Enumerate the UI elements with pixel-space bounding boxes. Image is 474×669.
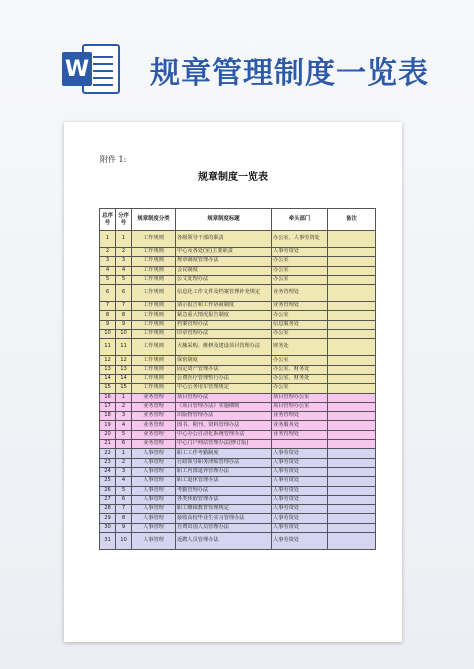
cell-sub-no: 11 [116, 339, 132, 356]
cell-sub-no: 6 [116, 440, 132, 449]
cell-department: 办公室 [272, 257, 328, 266]
table-row [100, 320, 376, 329]
table-row [100, 285, 376, 302]
cell-note [328, 495, 376, 504]
table-row [100, 458, 376, 467]
table-row [100, 486, 376, 495]
banner [0, 0, 474, 110]
cell-total-no: 13 [100, 365, 116, 374]
table-row [100, 275, 376, 284]
cell-category: 工作规则 [132, 231, 176, 248]
cell-note [328, 231, 376, 248]
cell-title: 行政领导职务津贴管理办法 [176, 458, 272, 467]
cell-title: 固定资产管理办法 [176, 365, 272, 374]
cell-sub-no: 10 [116, 330, 132, 339]
cell-title: 职工退休管理办法 [176, 477, 272, 486]
cell-title: 信息化工作文件及档案管理补充规定 [176, 285, 272, 302]
cell-note [328, 330, 376, 339]
cell-total-no: 22 [100, 449, 116, 458]
cell-title: 中心及各处(室)主要职责 [176, 248, 272, 257]
table-row [100, 330, 376, 339]
cell-department: 办公室 [272, 356, 328, 365]
cell-sub-no: 3 [116, 412, 132, 421]
header-total-no: 总序号 [100, 209, 116, 231]
header-category: 规章制度分类 [132, 209, 176, 231]
cell-note [328, 467, 376, 476]
cell-total-no: 31 [100, 533, 116, 550]
cell-note [328, 302, 376, 311]
cell-note [328, 421, 376, 430]
table-row [100, 505, 376, 514]
table-row [100, 339, 376, 356]
regulations-table [99, 208, 376, 550]
table-row [100, 257, 376, 266]
cell-sub-no: 9 [116, 523, 132, 532]
cell-sub-no: 6 [116, 285, 132, 302]
cell-total-no: 16 [100, 393, 116, 402]
banner-title: 规章管理制度一览表 [150, 56, 429, 91]
cell-title: 保密制度 [176, 356, 272, 365]
cell-total-no: 7 [100, 302, 116, 311]
cell-total-no: 4 [100, 266, 116, 275]
cell-department: 人事劳资处 [272, 514, 328, 523]
cell-category: 人事管理 [132, 495, 176, 504]
cell-sub-no: 10 [116, 533, 132, 550]
cell-note [328, 477, 376, 486]
cell-sub-no: 4 [116, 477, 132, 486]
cell-note [328, 320, 376, 329]
cell-title: 《项目管理办法》实施细则 [176, 402, 272, 411]
cell-note [328, 285, 376, 302]
cell-note [328, 275, 376, 284]
cell-sub-no: 5 [116, 486, 132, 495]
table-row [100, 311, 376, 320]
cell-category: 业务管理 [132, 393, 176, 402]
cell-total-no: 20 [100, 430, 116, 439]
cell-department: 项目管理办公室 [272, 402, 328, 411]
cell-title: 职工内部退养管理办法 [176, 467, 272, 476]
cell-category: 工作规则 [132, 311, 176, 320]
cell-title: 图书、期刊、资料管理办法 [176, 421, 272, 430]
cell-category: 人事管理 [132, 514, 176, 523]
cell-sub-no: 6 [116, 495, 132, 504]
cell-category: 人事管理 [132, 505, 176, 514]
table-row [100, 477, 376, 486]
cell-category: 工作规则 [132, 330, 176, 339]
table-row [100, 365, 376, 374]
cell-category: 人事管理 [132, 449, 176, 458]
cell-total-no: 21 [100, 440, 116, 449]
cell-note [328, 374, 376, 383]
cell-total-no: 3 [100, 257, 116, 266]
table-row [100, 302, 376, 311]
cell-department: 业务管理处 [272, 430, 328, 439]
cell-title: 中心办公自动化系统管理办法 [176, 430, 272, 439]
cell-sub-no: 9 [116, 320, 132, 329]
cell-department: 业务服务处 [272, 421, 328, 430]
cell-department [272, 440, 328, 449]
cell-sub-no: 3 [116, 257, 132, 266]
table-row [100, 393, 376, 402]
cell-department: 办公室 [272, 384, 328, 393]
cell-category: 业务管理 [132, 440, 176, 449]
cell-department: 人事劳资处 [272, 248, 328, 257]
cell-note [328, 384, 376, 393]
cell-sub-no: 8 [116, 311, 132, 320]
cell-category: 工作规则 [132, 365, 176, 374]
cell-sub-no: 4 [116, 421, 132, 430]
cell-sub-no: 4 [116, 266, 132, 275]
cell-total-no: 8 [100, 311, 116, 320]
cell-sub-no: 7 [116, 302, 132, 311]
cell-category: 工作规则 [132, 257, 176, 266]
table-row [100, 495, 376, 504]
cell-department: 人事劳资处 [272, 467, 328, 476]
cell-note [328, 533, 376, 550]
cell-title: 各级领导干部的职责 [176, 231, 272, 248]
cell-department: 人事劳资处 [272, 505, 328, 514]
cell-title: 印章管理办法 [176, 330, 272, 339]
cell-category: 工作规则 [132, 266, 176, 275]
cell-title: 各类休假管理办法 [176, 495, 272, 504]
cell-note [328, 412, 376, 421]
table-row [100, 440, 376, 449]
cell-department: 信息服务处 [272, 320, 328, 329]
cell-department: 人事劳资处 [272, 449, 328, 458]
cell-note [328, 505, 376, 514]
cell-category: 工作规则 [132, 374, 176, 383]
cell-title: 中心门户网站管理办法(修订版) [176, 440, 272, 449]
cell-sub-no: 2 [116, 248, 132, 257]
table-row [100, 421, 376, 430]
cell-category: 工作规则 [132, 384, 176, 393]
cell-sub-no: 7 [116, 505, 132, 514]
cell-note [328, 458, 376, 467]
cell-total-no: 18 [100, 412, 116, 421]
cell-department: 项目管理办公室 [272, 393, 328, 402]
cell-total-no: 11 [100, 339, 116, 356]
table-row [100, 467, 376, 476]
cell-sub-no: 2 [116, 402, 132, 411]
cell-note [328, 248, 376, 257]
table-row [100, 266, 376, 275]
cell-title: 出版物管理办法 [176, 412, 272, 421]
cell-title: 接收高校毕业生实习管理办法 [176, 514, 272, 523]
cell-total-no: 15 [100, 384, 116, 393]
cell-category: 人事管理 [132, 467, 176, 476]
cell-note [328, 393, 376, 402]
cell-title: 档案管理办法 [176, 320, 272, 329]
cell-department: 业务管理处 [272, 285, 328, 302]
cell-sub-no: 12 [116, 356, 132, 365]
cell-category: 工作规则 [132, 339, 176, 356]
cell-note [328, 486, 376, 495]
cell-total-no: 9 [100, 320, 116, 329]
cell-total-no: 28 [100, 505, 116, 514]
cell-note [328, 430, 376, 439]
cell-category: 业务管理 [132, 412, 176, 421]
cell-department: 人事劳资处 [272, 486, 328, 495]
table-row [100, 449, 376, 458]
cell-title: 中心公务用车管理规定 [176, 384, 272, 393]
cell-department: 办公室、人事劳资处 [272, 231, 328, 248]
cell-sub-no: 1 [116, 231, 132, 248]
cell-total-no: 1 [100, 231, 116, 248]
cell-title: 返聘人员管理办法 [176, 533, 272, 550]
cell-total-no: 30 [100, 523, 116, 532]
cell-sub-no: 8 [116, 514, 132, 523]
attachment-label: 附件 1: [100, 155, 127, 164]
cell-total-no: 5 [100, 275, 116, 284]
cell-note [328, 402, 376, 411]
cell-total-no: 17 [100, 402, 116, 411]
cell-sub-no: 13 [116, 365, 132, 374]
cell-note [328, 339, 376, 356]
cell-title: 自费出国人员管理办法 [176, 523, 272, 532]
cell-sub-no: 3 [116, 467, 132, 476]
table-row [100, 248, 376, 257]
table-header-row [100, 209, 376, 231]
cell-total-no: 25 [100, 477, 116, 486]
cell-category: 工作规则 [132, 248, 176, 257]
cell-department: 办公室 [272, 330, 328, 339]
cell-note [328, 365, 376, 374]
table-row [100, 523, 376, 532]
cell-category: 工作规则 [132, 285, 176, 302]
cell-title: 考勤管理办法 [176, 486, 272, 495]
cell-category: 业务管理 [132, 421, 176, 430]
cell-department: 人事劳资处 [272, 458, 328, 467]
header-department: 牵头部门 [272, 209, 328, 231]
cell-department: 办公室 [272, 311, 328, 320]
table-row [100, 430, 376, 439]
cell-sub-no: 1 [116, 449, 132, 458]
cell-total-no: 14 [100, 374, 116, 383]
cell-total-no: 24 [100, 467, 116, 476]
cell-title: 公费医疗管理暂行办法 [176, 374, 272, 383]
header-note: 备注 [328, 209, 376, 231]
table-row [100, 356, 376, 365]
cell-department: 办公室 [272, 266, 328, 275]
document-title: 规章制度一览表 [198, 172, 268, 183]
cell-title: 项目管理办法 [176, 393, 272, 402]
cell-department: 业务管理处 [272, 302, 328, 311]
word-logo-letter: W [62, 52, 92, 86]
document-page [64, 122, 402, 642]
cell-sub-no: 5 [116, 275, 132, 284]
cell-department: 办公室 [272, 275, 328, 284]
cell-total-no: 6 [100, 285, 116, 302]
cell-total-no: 29 [100, 514, 116, 523]
cell-category: 人事管理 [132, 523, 176, 532]
cell-note [328, 266, 376, 275]
cell-department: 人事劳资处 [272, 523, 328, 532]
cell-category: 工作规则 [132, 302, 176, 311]
cell-note [328, 257, 376, 266]
table-row [100, 231, 376, 248]
cell-total-no: 2 [100, 248, 116, 257]
table-row [100, 384, 376, 393]
table-row [100, 402, 376, 411]
cell-department: 办公室、财务处 [272, 374, 328, 383]
cell-title: 职工继续教育管理规定 [176, 505, 272, 514]
table-row [100, 412, 376, 421]
cell-category: 业务管理 [132, 430, 176, 439]
cell-sub-no: 15 [116, 384, 132, 393]
cell-total-no: 26 [100, 486, 116, 495]
table-row [100, 514, 376, 523]
cell-note [328, 449, 376, 458]
cell-total-no: 12 [100, 356, 116, 365]
cell-department: 人事劳资处 [272, 477, 328, 486]
cell-title: 请示报告和工作协商制度 [176, 302, 272, 311]
header-title: 规章制度标题 [176, 209, 272, 231]
table-row [100, 374, 376, 383]
cell-department: 人事劳资处 [272, 533, 328, 550]
cell-title: 规章制度管理办法 [176, 257, 272, 266]
cell-category: 工作规则 [132, 356, 176, 365]
cell-department: 办公室、财务处 [272, 365, 328, 374]
cell-sub-no: 2 [116, 458, 132, 467]
cell-department: 财务处 [272, 339, 328, 356]
cell-sub-no: 14 [116, 374, 132, 383]
cell-total-no: 23 [100, 458, 116, 467]
cell-category: 人事管理 [132, 477, 176, 486]
cell-department: 人事劳资处 [272, 495, 328, 504]
cell-note [328, 514, 376, 523]
cell-sub-no: 1 [116, 393, 132, 402]
cell-category: 业务管理 [132, 402, 176, 411]
cell-total-no: 10 [100, 330, 116, 339]
cell-category: 人事管理 [132, 533, 176, 550]
cell-total-no: 19 [100, 421, 116, 430]
word-document-icon [62, 44, 120, 94]
cell-title: 会议制度 [176, 266, 272, 275]
cell-title: 职工工作考勤制度 [176, 449, 272, 458]
cell-title: 大额采购、维修及建设项目管理办法 [176, 339, 272, 356]
table-row [100, 533, 376, 550]
cell-sub-no: 5 [116, 430, 132, 439]
cell-total-no: 27 [100, 495, 116, 504]
cell-category: 工作规则 [132, 320, 176, 329]
cell-title: 紧急重大情况报告制度 [176, 311, 272, 320]
cell-note [328, 440, 376, 449]
cell-category: 人事管理 [132, 486, 176, 495]
cell-category: 工作规则 [132, 275, 176, 284]
cell-note [328, 523, 376, 532]
cell-department: 业务管理处 [272, 412, 328, 421]
header-sub-no: 分序号 [116, 209, 132, 231]
cell-note [328, 356, 376, 365]
cell-note [328, 311, 376, 320]
cell-title: 公文处理办法 [176, 275, 272, 284]
cell-category: 人事管理 [132, 458, 176, 467]
